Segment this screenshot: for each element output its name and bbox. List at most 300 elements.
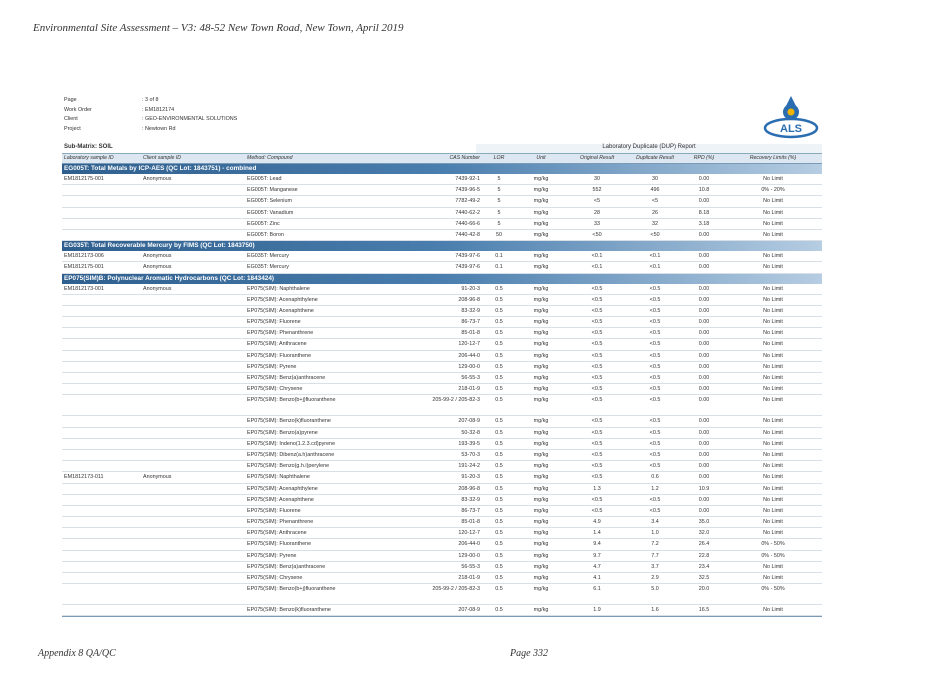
cell-lab-sample-id: EM1812173-001 — [64, 285, 104, 292]
cell-unit: mg/kg — [533, 330, 549, 337]
lab-report — [62, 92, 822, 620]
cell-lor: 0.5 — [495, 319, 503, 326]
cell-client-sample-id — [143, 219, 247, 229]
cell-duplicate-result: <0.5 — [649, 285, 661, 292]
table-row — [62, 416, 822, 427]
cell-client-sample-id: Anonymous — [143, 253, 172, 260]
cell-unit: mg/kg — [533, 496, 549, 503]
cell-lor: 0.5 — [495, 418, 503, 425]
cell-recovery-limits: 0% - 50% — [761, 586, 785, 593]
cell-client-sample-id — [143, 484, 247, 494]
cell-unit: mg/kg — [533, 285, 549, 292]
cell-rpd: 0.00 — [698, 386, 710, 393]
cell-client-sample-id — [143, 317, 247, 327]
cell-client-sample-id — [143, 506, 247, 516]
cell-compound: EP075(SIM): Benzo(b+j)fluoranthene — [247, 397, 336, 404]
column-header-lab-sample-id: Laboratory sample ID — [64, 155, 114, 161]
cell-cas-number: 207-08-9 — [458, 418, 480, 425]
cell-lab-sample-id: EM1812175-001 — [64, 176, 104, 182]
cell-compound: EP075(SIM): Naphthalene — [247, 474, 310, 481]
cell-rpd: 0.00 — [698, 375, 710, 381]
table-row — [62, 328, 822, 339]
table-row — [62, 439, 822, 450]
table-row — [62, 495, 822, 506]
cell-recovery-limits: No Limit — [763, 451, 783, 458]
cell-client-sample-id: Anonymous — [143, 264, 172, 271]
cell-rpd: 32.0 — [698, 530, 710, 537]
cell-unit: mg/kg — [533, 429, 549, 436]
cell-rpd: 8.18 — [698, 209, 710, 216]
cell-compound: EG005T: Boron — [247, 231, 284, 238]
cell-recovery-limits: No Limit — [763, 530, 783, 537]
cell-client-sample-id — [143, 362, 247, 372]
cell-cas-number: 85-01-8 — [461, 519, 480, 526]
meta-key: Work Order — [64, 106, 92, 113]
cell-unit: mg/kg — [533, 176, 549, 182]
table-row — [62, 174, 822, 185]
cell-lor: 5 — [497, 209, 501, 216]
section-header: EG035T: Total Recoverable Mercury by FIMS (QC Lot: 1843750) — [62, 241, 822, 251]
table-row — [62, 262, 822, 273]
table-row — [62, 517, 822, 528]
cell-compound: EP075(SIM): Fluoranthene — [247, 541, 312, 548]
cell-duplicate-result: <0.5 — [649, 352, 661, 359]
table-row — [62, 472, 822, 483]
cell-rpd: 0.00 — [698, 352, 710, 359]
cell-recovery-limits: No Limit — [763, 563, 783, 570]
cell-lor: 0.1 — [495, 264, 503, 271]
cell-recovery-limits: 0% - 50% — [761, 541, 785, 548]
cell-original-result: 33 — [594, 220, 600, 227]
cell-client-sample-id — [143, 196, 247, 206]
cell-unit: mg/kg — [533, 575, 549, 581]
table-row — [62, 605, 822, 616]
cell-lab-sample-id: EM1812173-006 — [64, 253, 104, 260]
cell-lab-sample-id — [62, 339, 143, 349]
table-row — [62, 528, 822, 539]
cell-rpd: 10.8 — [698, 187, 710, 194]
cell-unit: mg/kg — [533, 563, 549, 570]
cell-lor: 5 — [497, 187, 501, 194]
cell-compound: EP075(SIM): Benzo(b+j)fluoranthene — [247, 586, 336, 593]
section-header: EP075(SIM)B: Polynuclear Aromatic Hydrocarbons (QC Lot: 1843424) — [62, 274, 822, 284]
cell-unit: mg/kg — [533, 253, 549, 260]
cell-recovery-limits: No Limit — [763, 397, 783, 404]
table-row — [62, 461, 822, 472]
cell-lab-sample-id — [62, 208, 143, 218]
dup-report-table — [62, 144, 822, 616]
cell-client-sample-id — [143, 439, 247, 449]
cell-lab-sample-id — [62, 539, 143, 549]
cell-duplicate-result: 7.2 — [651, 541, 659, 548]
cell-compound: EP075(SIM): Benzo(k)fluoranthene — [247, 418, 331, 425]
cell-lor: 5 — [497, 176, 501, 182]
cell-cas-number: 208-96-8 — [458, 485, 480, 492]
cell-unit: mg/kg — [533, 507, 549, 514]
cell-client-sample-id — [143, 230, 247, 240]
cell-unit: mg/kg — [533, 607, 549, 614]
cell-client-sample-id: Anonymous — [143, 285, 172, 292]
cell-recovery-limits: No Limit — [763, 198, 783, 205]
cell-duplicate-result: <0.5 — [649, 496, 661, 503]
cell-compound: EP075(SIM): Fluoranthene — [247, 352, 312, 359]
cell-duplicate-result: 32 — [652, 220, 658, 227]
cell-cas-number: 7439-97-6 — [455, 253, 480, 260]
cell-rpd: 16.5 — [698, 607, 710, 614]
cell-client-sample-id — [143, 450, 247, 460]
cell-lab-sample-id — [62, 230, 143, 240]
cell-cas-number: 206-44-0 — [458, 352, 480, 359]
cell-lab-sample-id — [62, 306, 143, 316]
table-row — [62, 428, 822, 439]
cell-cas-number: 191-24-2 — [458, 463, 480, 470]
cell-lor: 0.5 — [495, 330, 503, 337]
cell-lab-sample-id: EM1812175-001 — [64, 264, 104, 271]
cell-cas-number: 7440-66-6 — [455, 220, 480, 227]
table-row — [62, 351, 822, 362]
cell-compound: EG005T: Selenium — [247, 198, 292, 205]
cell-duplicate-result: <0.1 — [649, 253, 661, 260]
cell-duplicate-result: <0.5 — [649, 330, 661, 337]
cell-client-sample-id — [143, 461, 247, 471]
cell-compound: EG005T: Lead — [247, 176, 282, 182]
cell-lab-sample-id — [62, 551, 143, 561]
table-row — [62, 362, 822, 373]
cell-unit: mg/kg — [533, 375, 549, 381]
cell-duplicate-result: 7.7 — [651, 552, 659, 559]
cell-cas-number: 7439-97-6 — [455, 264, 480, 271]
cell-original-result: 552 — [592, 187, 602, 194]
cell-original-result: <0.5 — [591, 296, 603, 303]
cell-lab-sample-id — [62, 317, 143, 327]
cell-duplicate-result: <5 — [651, 198, 659, 205]
dup-report-title: Laboratory Duplicate (DUP) Report — [476, 144, 822, 154]
cell-original-result: 30 — [594, 176, 600, 182]
cell-recovery-limits: No Limit — [763, 474, 783, 481]
cell-rpd: 32.5 — [698, 575, 710, 581]
cell-lor: 0.5 — [495, 575, 503, 581]
cell-cas-number: 56-55-3 — [461, 375, 480, 381]
column-headers — [62, 154, 822, 164]
cell-cas-number: 91-20-3 — [461, 474, 480, 481]
cell-rpd: 0.00 — [698, 363, 710, 370]
cell-original-result: <0.5 — [591, 319, 603, 326]
table-top-header — [62, 144, 822, 154]
cell-original-result: <0.5 — [591, 285, 603, 292]
cell-lor: 0.5 — [495, 463, 503, 470]
cell-original-result: <0.5 — [591, 352, 603, 359]
cell-lab-sample-id — [62, 362, 143, 372]
cell-cas-number: 56-55-3 — [461, 563, 480, 570]
cell-original-result: <0.5 — [591, 375, 603, 381]
table-row — [62, 185, 822, 196]
cell-recovery-limits: No Limit — [763, 463, 783, 470]
cell-recovery-limits: No Limit — [763, 485, 783, 492]
cell-recovery-limits: No Limit — [763, 607, 783, 614]
cell-compound: EP075(SIM): Pyrene — [247, 363, 297, 370]
cell-compound: EP075(SIM): Chrysene — [247, 386, 303, 393]
cell-client-sample-id — [143, 517, 247, 527]
table-row — [62, 339, 822, 350]
cell-cas-number: 120-12-7 — [458, 530, 480, 537]
cell-unit: mg/kg — [533, 440, 549, 447]
cell-recovery-limits: No Limit — [763, 341, 783, 348]
document-header: Environmental Site Assessment – V3: 48-52 New Town Road, New Town, April 2019 — [33, 22, 404, 34]
cell-rpd: 0.00 — [698, 264, 710, 271]
cell-original-result: <0.1 — [591, 253, 603, 260]
cell-cas-number: 193-39-5 — [458, 440, 480, 447]
cell-lab-sample-id — [62, 495, 143, 505]
cell-lor: 0.5 — [495, 586, 503, 593]
cell-rpd: 0.00 — [698, 176, 710, 182]
cell-cas-number: 53-70-3 — [461, 451, 480, 458]
cell-rpd: 23.4 — [698, 563, 710, 570]
meta-row — [64, 115, 237, 125]
cell-cas-number: 208-96-8 — [458, 296, 480, 303]
cell-duplicate-result: <0.5 — [649, 463, 661, 470]
cell-recovery-limits: No Limit — [763, 319, 783, 326]
cell-original-result: 9.4 — [593, 541, 601, 548]
cell-original-result: 1.9 — [593, 607, 601, 614]
cell-rpd: 0.00 — [698, 451, 710, 458]
cell-compound: EP075(SIM): Dibenz(a.h)anthracene — [247, 451, 335, 458]
table-row — [62, 395, 822, 416]
cell-rpd: 0.00 — [698, 507, 710, 514]
table-row — [62, 384, 822, 395]
cell-duplicate-result: 0.6 — [651, 474, 659, 481]
cell-client-sample-id — [143, 185, 247, 195]
table-row — [62, 196, 822, 207]
cell-lab-sample-id: EM1812173-011 — [64, 474, 104, 481]
column-header-duplicate-result: Duplicate Result — [636, 155, 674, 161]
meta-row — [64, 96, 237, 106]
cell-rpd: 22.8 — [698, 552, 710, 559]
cell-unit: mg/kg — [533, 530, 549, 537]
cell-client-sample-id — [143, 573, 247, 583]
meta-key: Project — [64, 125, 81, 132]
cell-rpd: 0.00 — [698, 474, 710, 481]
cell-duplicate-result: 1.6 — [651, 607, 659, 614]
cell-client-sample-id — [143, 416, 247, 426]
cell-rpd: 26.4 — [698, 541, 710, 548]
cell-unit: mg/kg — [533, 209, 549, 216]
cell-unit: mg/kg — [533, 586, 549, 593]
cell-original-result: <0.5 — [591, 363, 603, 370]
cell-lor: 0.5 — [495, 485, 503, 492]
cell-unit: mg/kg — [533, 187, 549, 194]
table-row — [62, 562, 822, 573]
cell-rpd: 0.00 — [698, 198, 710, 205]
cell-rpd: 3.18 — [698, 220, 710, 227]
cell-original-result: <0.5 — [591, 330, 603, 337]
cell-unit: mg/kg — [533, 319, 549, 326]
cell-lab-sample-id — [62, 562, 143, 572]
cell-lab-sample-id — [62, 351, 143, 361]
cell-recovery-limits: No Limit — [763, 307, 783, 314]
column-header-unit: Unit — [536, 155, 546, 161]
cell-unit: mg/kg — [533, 463, 549, 470]
cell-rpd: 0.00 — [698, 253, 710, 260]
cell-cas-number: 205-99-2 / 205-82-3 — [432, 397, 480, 404]
meta-row — [64, 106, 237, 116]
column-header-compound: Method: Compound — [247, 155, 293, 161]
cell-lor: 0.5 — [495, 352, 503, 359]
cell-cas-number: 86-73-7 — [461, 319, 480, 326]
cell-cas-number: 86-73-7 — [461, 507, 480, 514]
cell-compound: EP075(SIM): Pyrene — [247, 552, 297, 559]
table-bottom-rule — [62, 616, 822, 617]
table-row — [62, 295, 822, 306]
cell-original-result: 9.7 — [593, 552, 601, 559]
cell-unit: mg/kg — [533, 307, 549, 314]
cell-lor: 0.5 — [495, 541, 503, 548]
cell-compound: EP075(SIM): Phenanthrene — [247, 330, 314, 337]
table-row — [62, 208, 822, 219]
cell-recovery-limits: No Limit — [763, 507, 783, 514]
table-row — [62, 539, 822, 550]
cell-duplicate-result: 26 — [652, 209, 658, 216]
cell-client-sample-id — [143, 551, 247, 561]
cell-recovery-limits: No Limit — [763, 296, 783, 303]
cell-duplicate-result: 5.0 — [651, 586, 659, 593]
cell-unit: mg/kg — [533, 552, 549, 559]
cell-duplicate-result: <0.5 — [649, 341, 661, 348]
cell-lab-sample-id — [62, 528, 143, 538]
cell-lab-sample-id — [62, 328, 143, 338]
table-row — [62, 506, 822, 517]
cell-rpd: 0.00 — [698, 307, 710, 314]
sub-matrix-label: Sub-Matrix: SOIL — [62, 144, 476, 154]
cell-original-result: <0.5 — [591, 307, 603, 314]
cell-duplicate-result: <0.5 — [649, 375, 661, 381]
cell-compound: EP075(SIM): Chrysene — [247, 575, 303, 581]
cell-compound: EP075(SIM): Indeno(1.2.3.cd)pyrene — [247, 440, 336, 447]
cell-unit: mg/kg — [533, 296, 549, 303]
cell-lor: 0.5 — [495, 440, 503, 447]
cell-rpd: 0.00 — [698, 418, 710, 425]
cell-recovery-limits: No Limit — [763, 264, 783, 271]
cell-duplicate-result: 3.4 — [651, 519, 659, 526]
cell-compound: EG005T: Zinc — [247, 220, 280, 227]
cell-client-sample-id — [143, 539, 247, 549]
cell-lab-sample-id — [62, 573, 143, 583]
cell-lor: 50 — [496, 231, 502, 238]
cell-original-result: 6.1 — [593, 586, 601, 593]
cell-cas-number: 7439-96-5 — [455, 187, 480, 194]
meta-key: Page — [64, 97, 77, 103]
cell-lor: 0.5 — [495, 285, 503, 292]
cell-duplicate-result: <0.5 — [649, 386, 661, 393]
table-row — [62, 551, 822, 562]
cell-unit: mg/kg — [533, 264, 549, 271]
cell-compound: EP075(SIM): Benzo(g.h.i)perylene — [247, 463, 330, 470]
cell-client-sample-id — [143, 395, 247, 415]
cell-duplicate-result: <0.5 — [649, 319, 661, 326]
cell-client-sample-id — [143, 306, 247, 316]
cell-compound: EP075(SIM): Fluorene — [247, 319, 301, 326]
logo-text: ALS — [780, 123, 802, 135]
cell-compound: EP075(SIM): Anthracene — [247, 341, 307, 348]
cell-lor: 0.5 — [495, 363, 503, 370]
cell-original-result: 4.1 — [593, 575, 601, 581]
cell-recovery-limits: 0% - 50% — [761, 552, 785, 559]
cell-lab-sample-id — [62, 450, 143, 460]
cell-lor: 0.5 — [495, 451, 503, 458]
cell-duplicate-result: 496 — [650, 187, 660, 194]
cell-recovery-limits: No Limit — [763, 253, 783, 260]
cell-lor: 0.5 — [495, 375, 503, 381]
meta-value: : EM1812174 — [142, 106, 175, 113]
cell-unit: mg/kg — [533, 220, 549, 227]
cell-duplicate-result: 1.2 — [651, 485, 659, 492]
cell-recovery-limits: No Limit — [763, 285, 783, 292]
cell-compound: EP075(SIM): Benz(a)anthracene — [247, 375, 326, 381]
cell-compound: EP075(SIM): Acenaphthylene — [247, 485, 318, 492]
table-row — [62, 573, 822, 584]
table-row — [62, 306, 822, 317]
table-row — [62, 251, 822, 262]
cell-recovery-limits: 0% - 20% — [761, 187, 785, 194]
cell-unit: mg/kg — [533, 352, 549, 359]
cell-compound: EG005T: Vanadium — [247, 209, 294, 216]
table-row — [62, 219, 822, 230]
cell-recovery-limits: No Limit — [763, 220, 783, 227]
cell-lor: 0.5 — [495, 429, 503, 436]
cell-unit: mg/kg — [533, 198, 549, 205]
cell-lab-sample-id — [62, 185, 143, 195]
cell-recovery-limits: No Limit — [763, 386, 783, 393]
cell-original-result: 28 — [594, 209, 600, 216]
cell-cas-number: 129-00-0 — [458, 363, 480, 370]
cell-lab-sample-id — [62, 416, 143, 426]
cell-original-result: <0.5 — [591, 386, 603, 393]
cell-client-sample-id — [143, 562, 247, 572]
cell-unit: mg/kg — [533, 485, 549, 492]
cell-lab-sample-id — [62, 373, 143, 383]
cell-original-result: <0.5 — [591, 474, 603, 481]
cell-unit: mg/kg — [533, 363, 549, 370]
table-row — [62, 284, 822, 295]
cell-cas-number: 7439-92-1 — [455, 176, 480, 182]
cell-unit: mg/kg — [533, 341, 549, 348]
cell-lab-sample-id — [62, 484, 143, 494]
cell-lab-sample-id — [62, 196, 143, 206]
meta-value: : 3 of 8 — [142, 97, 159, 103]
cell-lab-sample-id — [62, 439, 143, 449]
cell-duplicate-result: <0.5 — [649, 363, 661, 370]
cell-client-sample-id — [143, 528, 247, 538]
cell-recovery-limits: No Limit — [763, 418, 783, 425]
cell-compound: EP075(SIM): Anthracene — [247, 530, 307, 537]
cell-lor: 0.5 — [495, 530, 503, 537]
table-row — [62, 230, 822, 241]
cell-recovery-limits: No Limit — [763, 231, 783, 238]
cell-unit: mg/kg — [533, 474, 549, 481]
cell-lor: 0.5 — [495, 563, 503, 570]
cell-duplicate-result: <0.5 — [649, 451, 661, 458]
cell-lor: 0.5 — [495, 397, 503, 404]
cell-compound: EP075(SIM): Benz(a)anthracene — [247, 563, 326, 570]
cell-duplicate-result: <50 — [650, 231, 660, 238]
meta-row — [64, 125, 237, 135]
column-header-client-sample-id: Client sample ID — [143, 155, 182, 161]
cell-lor: 0.5 — [495, 519, 503, 526]
cell-client-sample-id — [143, 495, 247, 505]
cell-lab-sample-id — [62, 395, 143, 415]
cell-client-sample-id — [143, 605, 247, 615]
cell-client-sample-id: Anonymous — [143, 176, 172, 182]
cell-lab-sample-id — [62, 461, 143, 471]
